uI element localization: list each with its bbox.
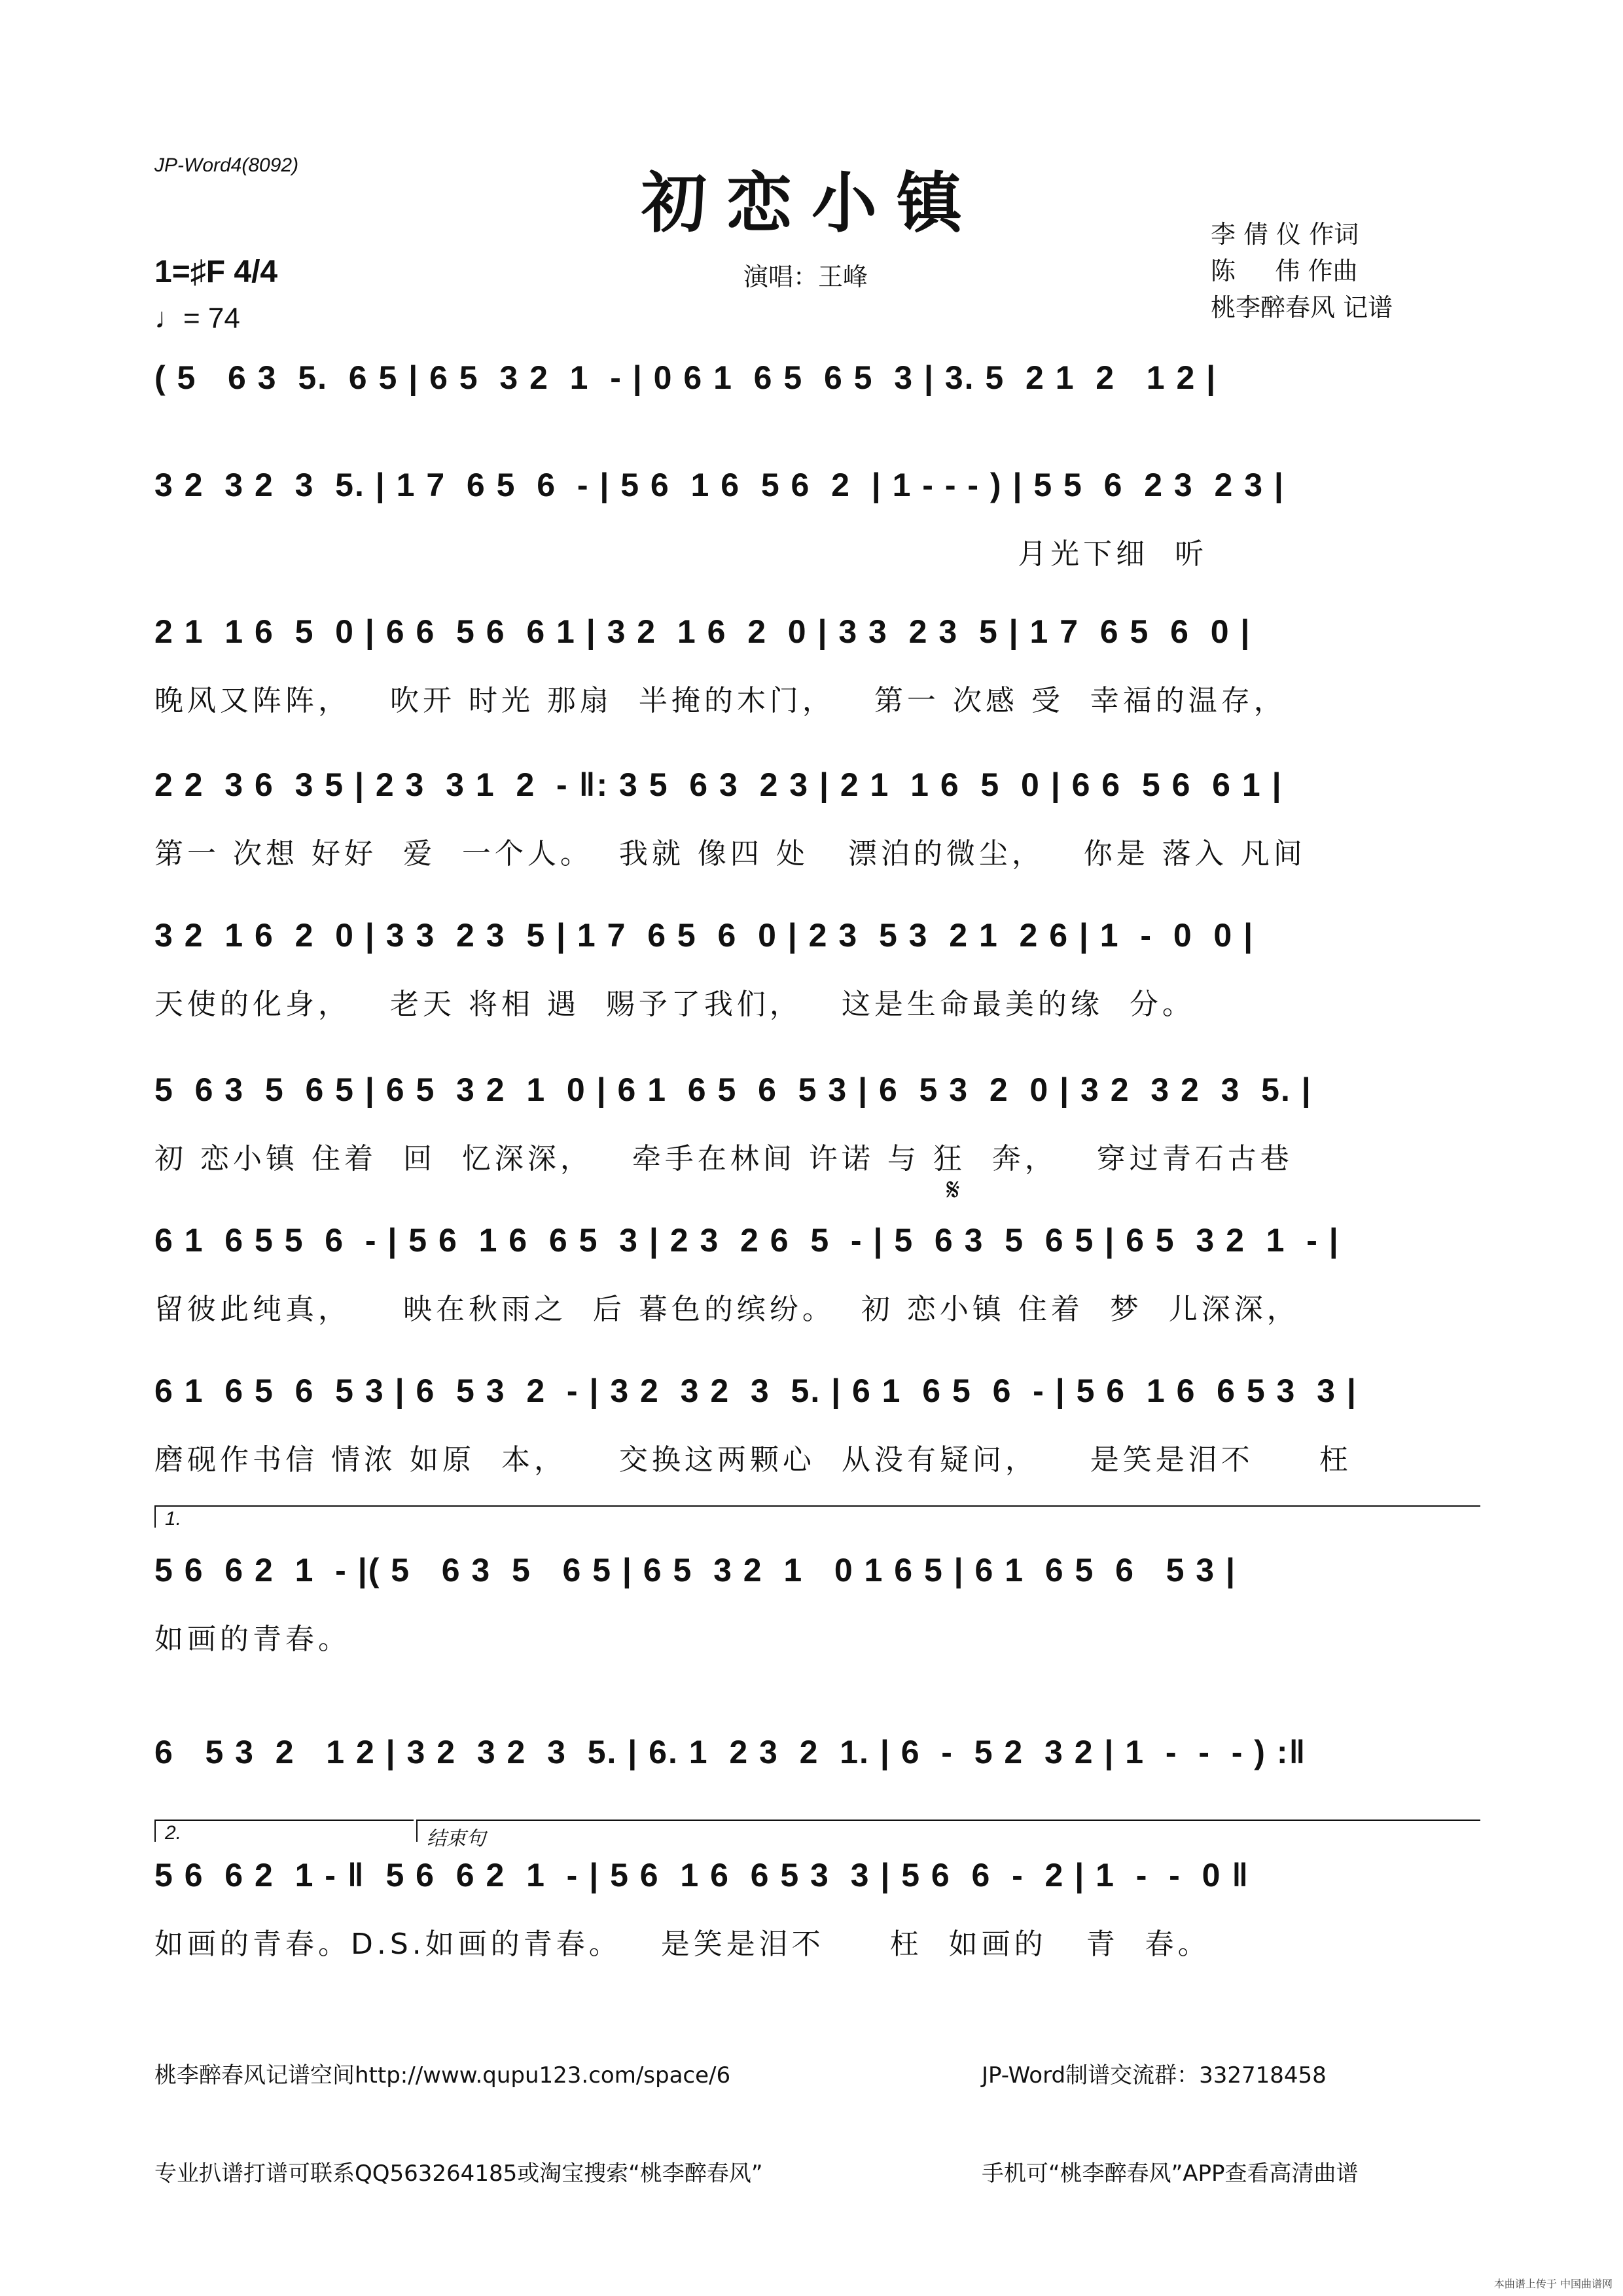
score-row-3	[154, 613, 1476, 717]
notation-line: 2 1 1 6 5 0 | 6 6 5 6 6 1 | 3 2 1 6 2 0 | 3 3 2 3 5 | 1 7 6 5 6 0 |	[154, 613, 1251, 650]
notation-line: ( 5 6 3 5. 6 5 | 6 5 3 2 1 - | 0 6 1 6 5 6 5 3 | 3. 5 2 1 2 1 2 |	[154, 359, 1217, 396]
composer-credit: 陈 伟 作曲	[1211, 257, 1358, 285]
footer-contact: 专业扒谱打谱可联系QQ563264185或淘宝搜索“桃李醉春风”	[154, 2161, 763, 2187]
credits-block	[1211, 216, 1472, 326]
score-row-5	[154, 916, 1476, 1021]
segno-sign: 𝄋	[946, 1172, 960, 1208]
volta-first-ending: 1.	[154, 1505, 1480, 1528]
software-label: JP-Word4(8092)	[154, 154, 299, 176]
lyric-line: 如画的青春。D.S.如画的青春。 是笑是泪不 枉 如画的 青 春。	[154, 1928, 1211, 1961]
notation-line: 6 1 6 5 6 5 3 | 6 5 3 2 - | 3 2 3 2 3 5. | 6 1 6 5 6 - | 5 6 1 6 6 5 3 3 |	[154, 1372, 1357, 1409]
coda-ending-label: 结束句	[416, 1820, 1480, 1842]
notation-line: 5 6 6 2 1 - |( 5 6 3 5 6 5 | 6 5 3 2 1 0 1 6 5 | 6 1 6 5 6 5 3 |	[154, 1552, 1236, 1588]
lyricist-credit: 李 倩 仪 作词	[1211, 220, 1359, 249]
notation-line: 5 6 6 2 1 - ‖ 5 6 6 2 1 - | 5 6 1 6 6 5 3 3 | 5 6 6 - 2 | 1 - - 0 ‖	[154, 1857, 1250, 1893]
notation-line: 3 2 3 2 3 5. | 1 7 6 5 6 - | 5 6 1 6 5 6 2 | 1 - - - ) | 5 5 6 2 3 2 3 |	[154, 467, 1285, 503]
lyric-line: 如画的青春。	[154, 1623, 351, 1656]
lyric-line: 月光下细 听	[154, 537, 1208, 571]
score-row-8	[154, 1372, 1476, 1477]
score-row-6	[154, 1071, 1476, 1175]
lyric-line: 第一 次想 好好 爱 一个人。 我就 像四 处 漂泊的微尘， 你是 落入 凡间	[154, 837, 1306, 870]
notation-line: 3 2 1 6 2 0 | 3 3 2 3 5 | 1 7 6 5 6 0 | 2 3 5 3 2 1 2 6 | 1 - 0 0 |	[154, 917, 1255, 954]
notation-line: 5 6 3 5 6 5 | 6 5 3 2 1 0 | 6 1 6 5 6 5 3 | 6 5 3 2 0 | 3 2 3 2 3 5. |	[154, 1071, 1312, 1108]
score-row-2	[154, 466, 1476, 571]
lyric-line: 晚风又阵阵， 吹开 时光 那扇 半掩的木门， 第一 次感 受 幸福的温存，	[154, 684, 1287, 717]
lyric-line: 磨砚作书信 情浓 如原 本， 交换这两颗心 从没有疑问， 是笑是泪不 枉	[154, 1443, 1352, 1477]
score-row-7	[154, 1221, 1476, 1326]
page-title: 初恋小镇	[641, 164, 982, 242]
tempo-marking: ♩= 74	[154, 302, 240, 334]
footer-app: 手机可“桃李醉春风”APP查看高清曲谱	[982, 2161, 1359, 2187]
notation-line: 6 1 6 5 5 6 - | 5 6 1 6 6 5 3 | 2 3 2 6 5 - | 5 6 3 5 6 5 | 6 5 3 2 1 - |	[154, 1222, 1340, 1259]
transcriber-credit: 桃李醉春风 记谱	[1211, 293, 1393, 322]
score-row-1	[154, 359, 1476, 450]
footer-website: 桃李醉春风记谱空间http://www.qupu123.com/space/6	[154, 2062, 731, 2089]
lyric-line: 留彼此纯真， 映在秋雨之 后 暮色的缤纷。 初 恋小镇 住着 梦 儿深深，	[154, 1293, 1300, 1326]
score-row-10	[154, 1733, 1476, 1825]
notation-line: 6 5 3 2 1 2 | 3 2 3 2 3 5. | 6. 1 2 3 2 1. | 6 - 5 2 3 2 | 1 - - - ) :‖	[154, 1734, 1307, 1770]
watermark: 本曲谱上传于 中国曲谱网	[1493, 2278, 1613, 2290]
footer-right	[982, 1994, 1359, 2223]
lyric-line: 天使的化身， 老天 将相 遇 赐予了我们， 这是生命最美的缘 分。	[154, 988, 1195, 1021]
key-signature: 1=♯F 4/4	[154, 255, 278, 289]
volta-second-ending: 2.	[154, 1820, 414, 1842]
lyric-line: 初 恋小镇 住着 回 忆深深， 牵手在林间 许诺 与 狂 奔， 穿过青石古巷	[154, 1142, 1293, 1175]
singer-credit: 演唱：王峰	[743, 262, 868, 291]
score-row-11	[154, 1856, 1476, 1961]
score-row-9	[154, 1551, 1476, 1656]
score-row-4	[154, 766, 1476, 870]
footer-left	[154, 1994, 762, 2223]
footer-group: JP-Word制谱交流群：332718458	[982, 2062, 1327, 2089]
notation-line: 2 2 3 6 3 5 | 2 3 3 1 2 - ‖: 3 5 6 3 2 3 | 2 1 1 6 5 0 | 6 6 5 6 6 1 |	[154, 766, 1283, 803]
